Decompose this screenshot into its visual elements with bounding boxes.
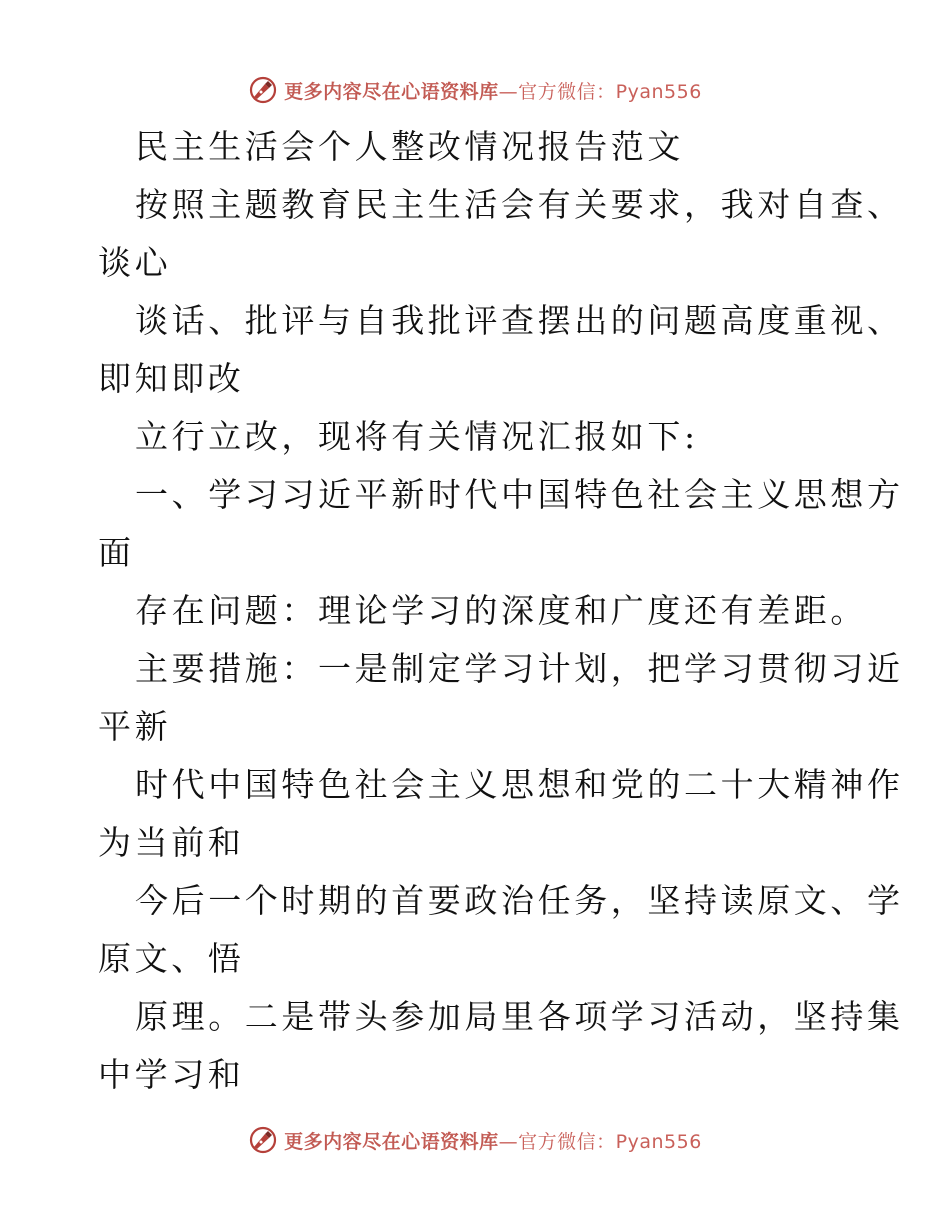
- header-watermark-banner: [0, 70, 950, 110]
- footer-contact-text: 官方微信：Pyan556: [518, 1130, 702, 1153]
- section-heading-continued: 面: [98, 533, 135, 572]
- paragraph-line: 平新: [98, 707, 172, 746]
- paragraph-line: 中学习和: [98, 1055, 245, 1094]
- document-body: [98, 118, 904, 1104]
- paragraph-line: 主要措施：一是制定学习计划，把学习贯彻习近: [135, 649, 904, 688]
- section-heading: 一、学习习近平新时代中国特色社会主义思想方: [135, 475, 904, 514]
- paragraph-line: 立行立改，现将有关情况汇报如下:: [135, 417, 699, 456]
- header-separator: —: [498, 80, 519, 103]
- paragraph-line: 时代中国特色社会主义思想和党的二十大精神作: [135, 765, 904, 804]
- pen-nib-logo-icon: [248, 1125, 278, 1155]
- footer-separator: —: [498, 1130, 519, 1153]
- document-title: 民主生活会个人整改情况报告范文: [135, 127, 684, 166]
- paragraph-line: 存在问题：理论学习的深度和广度还有差距。: [135, 591, 867, 630]
- header-watermark-text: [284, 77, 702, 104]
- footer-brand-text: 更多内容尽在心语资料库: [284, 1130, 499, 1153]
- paragraph-line: 按照主题教育民主生活会有关要求，我对自查、: [135, 185, 904, 224]
- footer-watermark-banner: [0, 1120, 950, 1160]
- paragraph-line: 原理。二是带头参加局里各项学习活动，坚持集: [135, 997, 904, 1036]
- paragraph-line: 谈心: [98, 243, 172, 282]
- pen-nib-logo-icon: [248, 75, 278, 105]
- header-contact-text: 官方微信：Pyan556: [518, 80, 702, 103]
- paragraph-line: 今后一个时期的首要政治任务，坚持读原文、学: [135, 881, 904, 920]
- paragraph-line: 原文、悟: [98, 939, 245, 978]
- paragraph-line: 谈话、批评与自我批评查摆出的问题高度重视、: [135, 301, 904, 340]
- paragraph-line: 为当前和: [98, 823, 245, 862]
- footer-watermark-text: [284, 1127, 702, 1154]
- header-brand-text: 更多内容尽在心语资料库: [284, 80, 499, 103]
- paragraph-line: 即知即改: [98, 359, 245, 398]
